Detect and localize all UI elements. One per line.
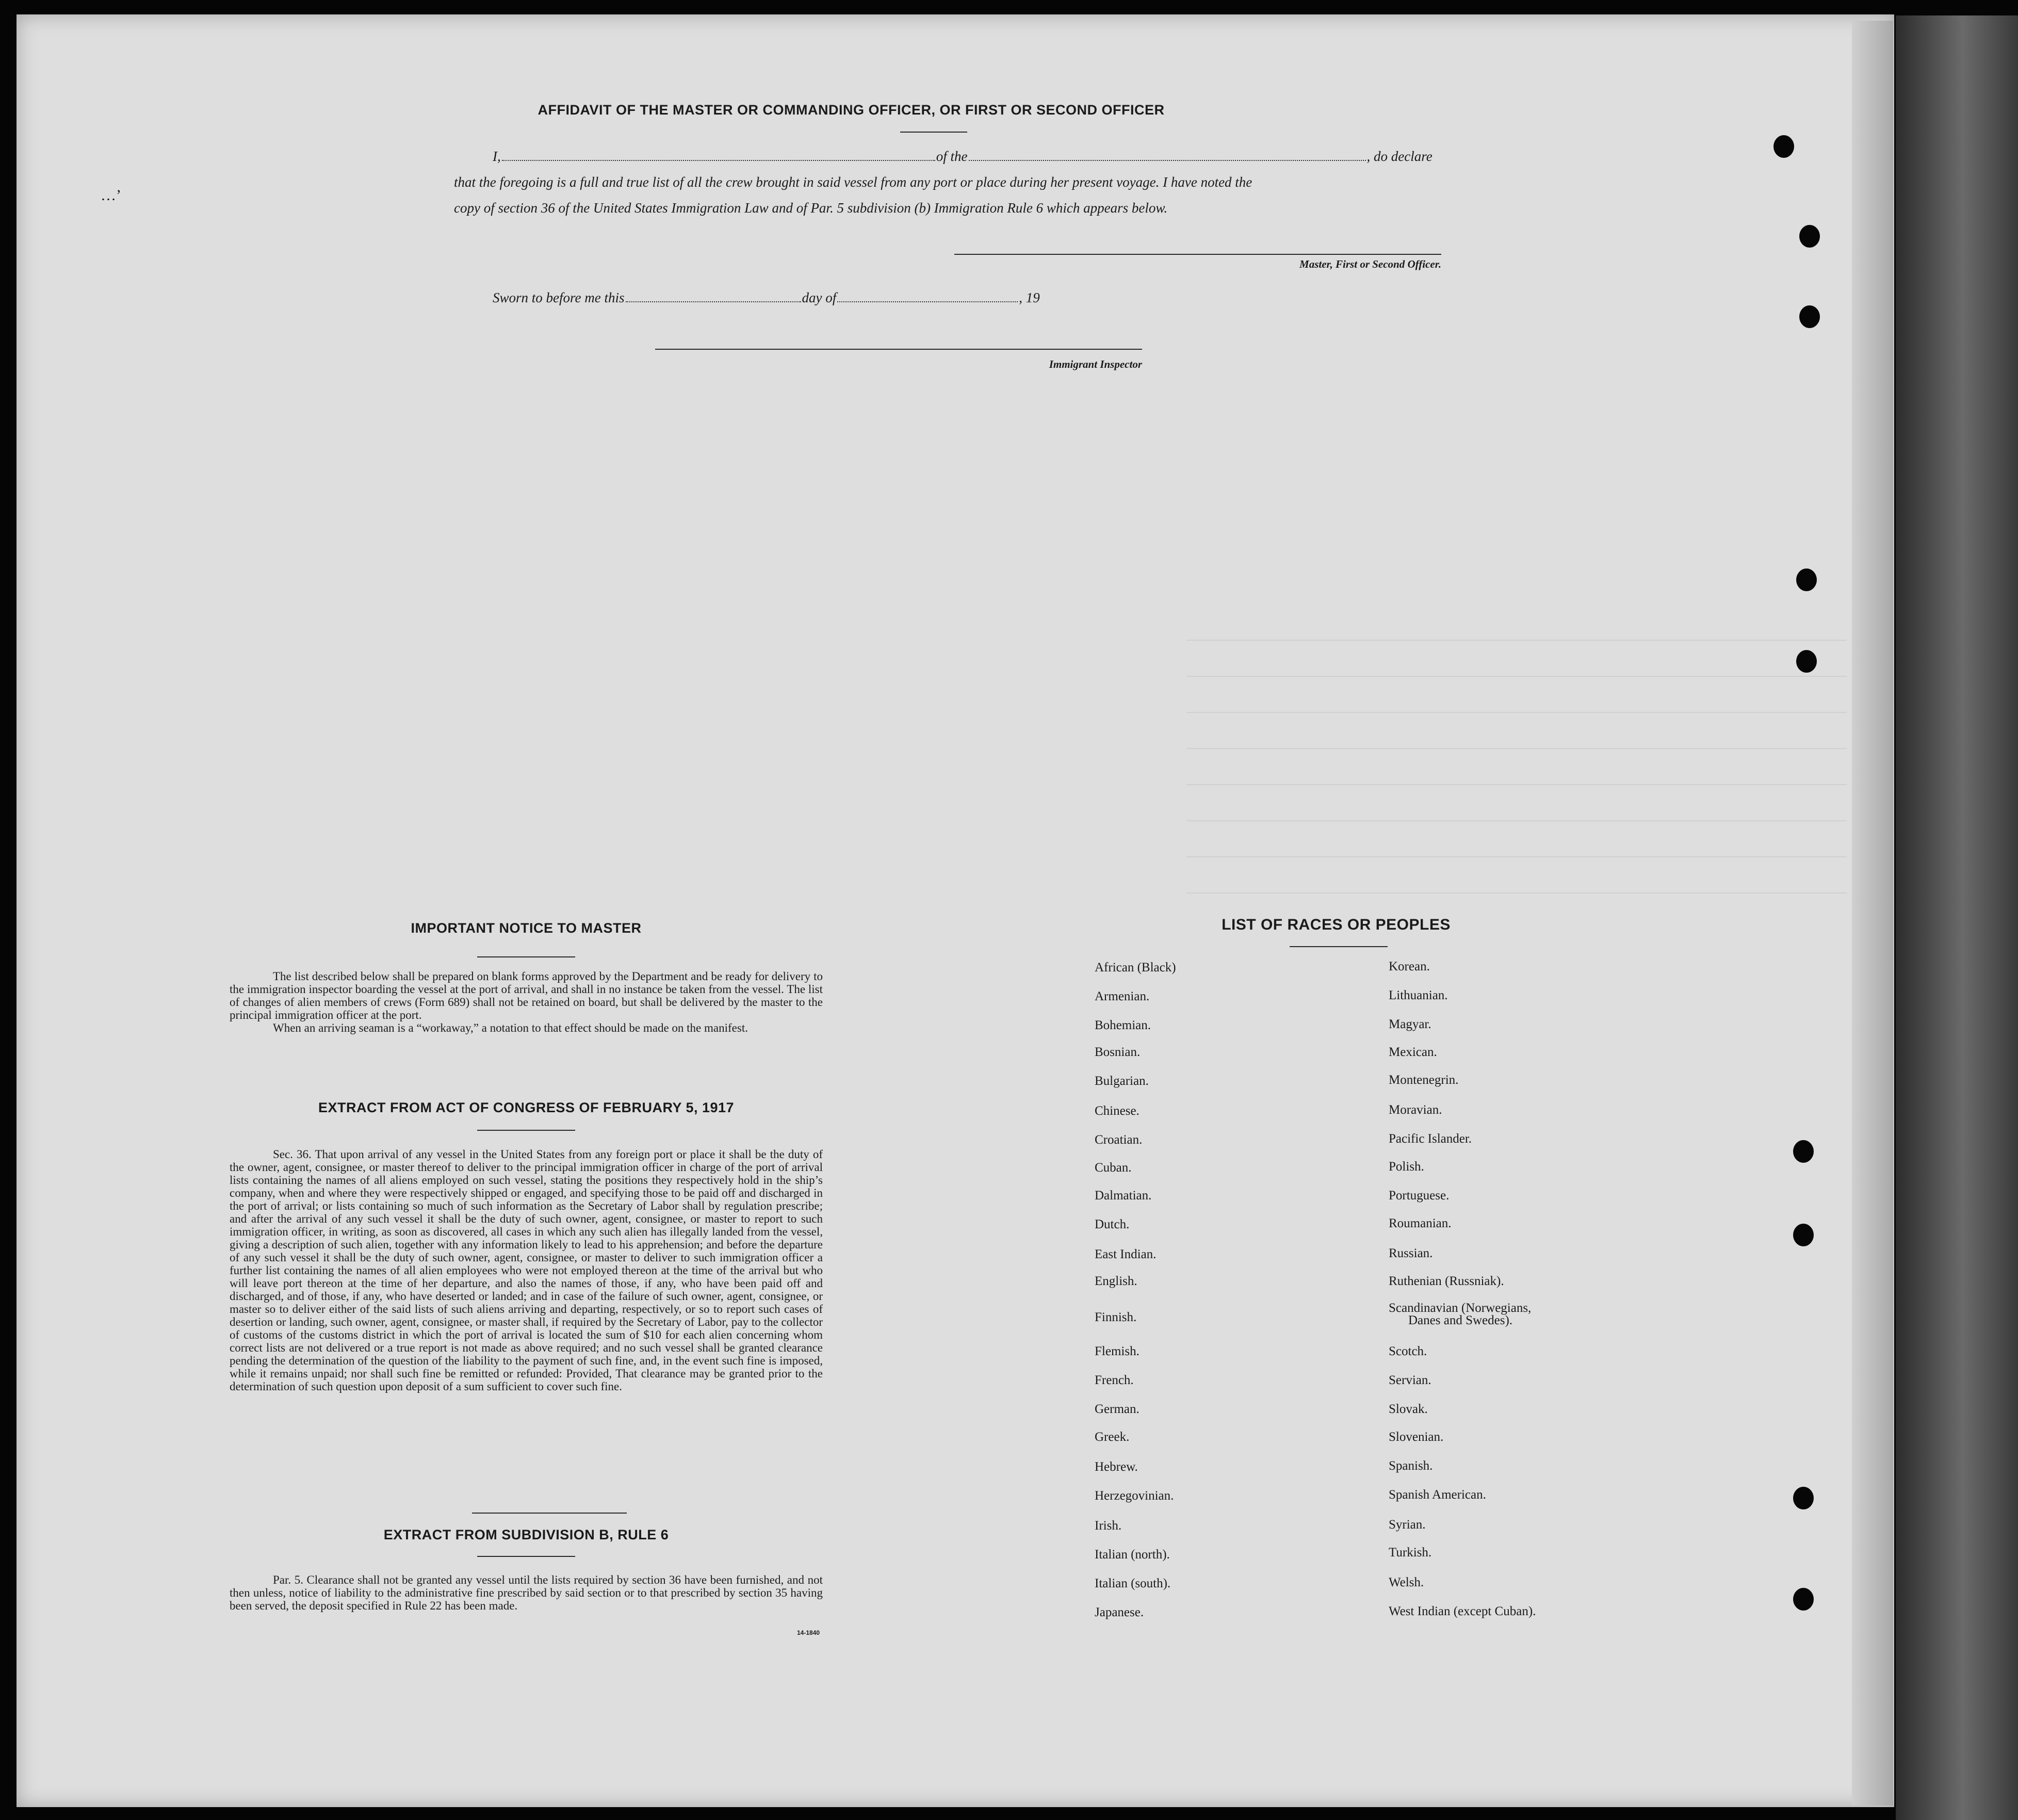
race-item: Portuguese. <box>1389 1189 1450 1203</box>
punch-hole <box>1796 650 1817 673</box>
bleed-line <box>1186 712 1847 713</box>
affidavit-line-2: that the foregoing is a full and true list of all the crew brought in said vessel from any port or place during her present voyage. I have noted the <box>454 174 1252 190</box>
punch-hole <box>1793 1140 1814 1163</box>
inspector-label: Immigrant Inspector <box>1049 358 1142 370</box>
title-rule <box>900 132 967 133</box>
bleed-line <box>1186 748 1847 749</box>
master-label: Master, First or Second Officer. <box>1299 258 1441 270</box>
page-edge <box>1852 21 1893 1806</box>
sworn-before: Sworn to before me this <box>493 290 625 305</box>
punch-hole <box>1793 1224 1814 1246</box>
notice-body <box>230 970 823 1034</box>
race-item-continuation: Danes and Swedes). <box>1408 1313 1513 1327</box>
month-blank[interactable] <box>837 290 1018 302</box>
master-signature-line[interactable] <box>954 254 1441 255</box>
race-item: Korean. <box>1389 960 1430 973</box>
punch-hole <box>1793 1487 1814 1509</box>
bleed-line <box>1186 676 1847 677</box>
race-item: Chinese. <box>1095 1104 1140 1118</box>
race-item: Polish. <box>1389 1160 1424 1174</box>
race-item: Turkish. <box>1389 1546 1432 1559</box>
act-body <box>230 1148 823 1393</box>
race-item: French. <box>1095 1373 1134 1387</box>
race-item: Italian (north). <box>1095 1548 1170 1562</box>
race-item: Servian. <box>1389 1373 1431 1387</box>
races-rule <box>1290 946 1388 947</box>
rule-paragraph: Par. 5. Clearance shall not be granted any vessel until the lists required by section 36 have been furnished, and not then unless, notice of liability to the administrative fine prescribed by said section or to that prescribed by section 35 having been served, the deposit specified in Rule 22 has been made. <box>230 1573 823 1612</box>
notice-paragraph-2: When an arriving seaman is a “workaway,” a notation to that effect should be made on the manifest. <box>273 1021 748 1034</box>
race-item: Pacific Islander. <box>1389 1132 1472 1146</box>
race-item: German. <box>1095 1402 1140 1416</box>
inspector-signature-line[interactable] <box>655 349 1142 350</box>
race-item: Montenegrin. <box>1389 1073 1459 1087</box>
bleed-line <box>1186 892 1847 893</box>
notice-title: IMPORTANT NOTICE TO MASTER <box>411 920 642 936</box>
race-item: Bosnian. <box>1095 1045 1141 1059</box>
punch-hole <box>1799 305 1820 328</box>
affidavit-title: AFFIDAVIT OF THE MASTER OR COMMANDING OFFICER, OR FIRST OR SECOND OFFICER <box>538 102 1165 118</box>
name-blank[interactable] <box>502 149 935 161</box>
act-paragraph: Sec. 36. That upon arrival of any vessel in the United States from any foreign port or place it shall be the duty of the owner, agent, consignee, or master thereof to deliver to the principal immigration officer in charge of the port of arrival lists containing the names of all aliens employed on such vessel, stating the positions they respectively hold in the ship’s company, when and where they were respectively shipped or engaged, and specifying those to be paid off and discharged in the port of arrival; or lists containing so much of such information as the Secretary of Labor shall by regulation prescribe; and after the arrival of any such vessel it shall be the duty of such owner, agent, consignee, or master to report to such immigration officer, in writing, as soon as discovered, all cases in which any such alien has illegally landed from the vessel, giving a description of such alien, together with any information likely to lead to his apprehension; and before the departure of any such vessel it shall be the duty of such owner, agent, consignee, or master to deliver to such immigration officer a further list containing the names of all alien employees who were not employed thereon at the time of the arrival but who will leave port thereon at the time of her departure, and also the names of those, if any, who have been paid off and discharged, and of those, if any, who have deserted or landed; and in case of the failure of such owner, agent, consignee, or master so to deliver either of the said lists of such aliens arriving and departing, respectively, or so to report such cases of desertion or landing, such owner, agent, consignee, or master shall, if required by the Secretary of Labor, pay to the collector of customs of the customs district in which the port of arrival is located the sum of $10 for each alien concerning whom correct lists are not delivered or a true report is not made as above required; and no such vessel shall be granted clearance pending the determination of the question of the liability to the payment of such fine, and, in the event such fine is imposed, while it remains unpaid; nor shall such fine be remitted or refunded: Provided, That clearance may be granted prior to the determination of such question upon deposit of a sum sufficient to cover such fine. <box>230 1148 823 1393</box>
punch-hole <box>1796 568 1817 591</box>
race-item: Croatian. <box>1095 1133 1143 1147</box>
punch-hole <box>1773 135 1794 158</box>
race-item: Herzegovinian. <box>1095 1489 1174 1503</box>
race-item: Flemish. <box>1095 1344 1140 1358</box>
race-item: Ruthenian (Russniak). <box>1389 1274 1504 1288</box>
bleed-line <box>1186 640 1847 641</box>
affidavit-line-3: copy of section 36 of the United States Immigration Law and of Par. 5 subdivision (b) Immigration Rule 6 which appears below. <box>454 200 1168 216</box>
punch-hole <box>1793 1588 1814 1611</box>
race-item: Dalmatian. <box>1095 1189 1152 1203</box>
affidavit-of-the: of the <box>936 149 968 164</box>
affidavit-i: I, <box>493 149 501 164</box>
rule-body <box>230 1573 823 1612</box>
race-item: Scotch. <box>1389 1344 1427 1358</box>
race-item: Roumanian. <box>1389 1216 1452 1230</box>
act-rule <box>477 1130 575 1131</box>
race-item: East Indian. <box>1095 1247 1157 1261</box>
stray-mark: …’ <box>101 187 121 204</box>
race-item: Bohemian. <box>1095 1018 1151 1032</box>
sworn-line <box>493 290 1040 306</box>
bleed-line <box>1186 820 1847 821</box>
race-item: Italian (south). <box>1095 1577 1171 1590</box>
affidavit-do-declare: , do declare <box>1366 149 1433 164</box>
race-item: Greek. <box>1095 1430 1130 1444</box>
race-item: Welsh. <box>1389 1575 1424 1589</box>
race-item: Lithuanian. <box>1389 988 1448 1002</box>
race-item: Moravian. <box>1389 1103 1442 1117</box>
race-item: Spanish American. <box>1389 1488 1486 1502</box>
race-item: Slovenian. <box>1389 1430 1444 1444</box>
race-item: Finnish. <box>1095 1310 1137 1324</box>
race-item: Dutch. <box>1095 1217 1130 1231</box>
act-end-rule <box>472 1513 627 1514</box>
races-title: LIST OF RACES OR PEOPLES <box>1222 916 1451 933</box>
notice-paragraph-1: The list described below shall be prepared on blank forms approved by the Department and be ready for delivery to the immigration inspector boarding the vessel at the port of arrival, and shall in no instance be taken from the vessel. The list of changes of alien members of crews (Form 689) shall not be retained on board, but shall be delivered by the master to the principal immigration officer at the port. <box>230 970 823 1021</box>
race-item: Syrian. <box>1389 1518 1426 1532</box>
race-item: Cuban. <box>1095 1161 1132 1175</box>
rule-rule <box>477 1556 575 1557</box>
race-item: Spanish. <box>1389 1459 1433 1473</box>
race-item: English. <box>1095 1274 1137 1288</box>
binding-shadow <box>1896 15 2018 1820</box>
race-item: Hebrew. <box>1095 1460 1138 1474</box>
race-item: African (Black) <box>1095 961 1176 974</box>
vessel-blank[interactable] <box>969 149 1366 161</box>
sworn-day-of: day of <box>802 290 837 305</box>
race-item: Japanese. <box>1095 1605 1144 1619</box>
race-item: Armenian. <box>1095 989 1150 1003</box>
sworn-year: , 19 <box>1019 290 1040 305</box>
race-item: Russian. <box>1389 1246 1433 1260</box>
punch-hole <box>1799 225 1820 248</box>
race-item: Irish. <box>1095 1519 1122 1533</box>
bleed-line <box>1186 856 1847 857</box>
race-item: West Indian (except Cuban). <box>1389 1604 1536 1618</box>
notice-rule <box>477 956 575 957</box>
rule-title: EXTRACT FROM SUBDIVISION B, RULE 6 <box>383 1527 669 1542</box>
race-item: Scandinavian (Norwegians, <box>1389 1301 1532 1315</box>
race-item: Slovak. <box>1389 1402 1428 1416</box>
day-blank[interactable] <box>626 290 801 302</box>
form-number: 14-1840 <box>797 1629 820 1636</box>
race-item: Mexican. <box>1389 1045 1437 1059</box>
race-item: Magyar. <box>1389 1017 1431 1031</box>
affidavit-line-1 <box>493 149 1433 165</box>
bleed-line <box>1186 784 1847 785</box>
act-title: EXTRACT FROM ACT OF CONGRESS OF FEBRUARY 5, 1917 <box>318 1100 735 1115</box>
race-item: Bulgarian. <box>1095 1074 1149 1088</box>
